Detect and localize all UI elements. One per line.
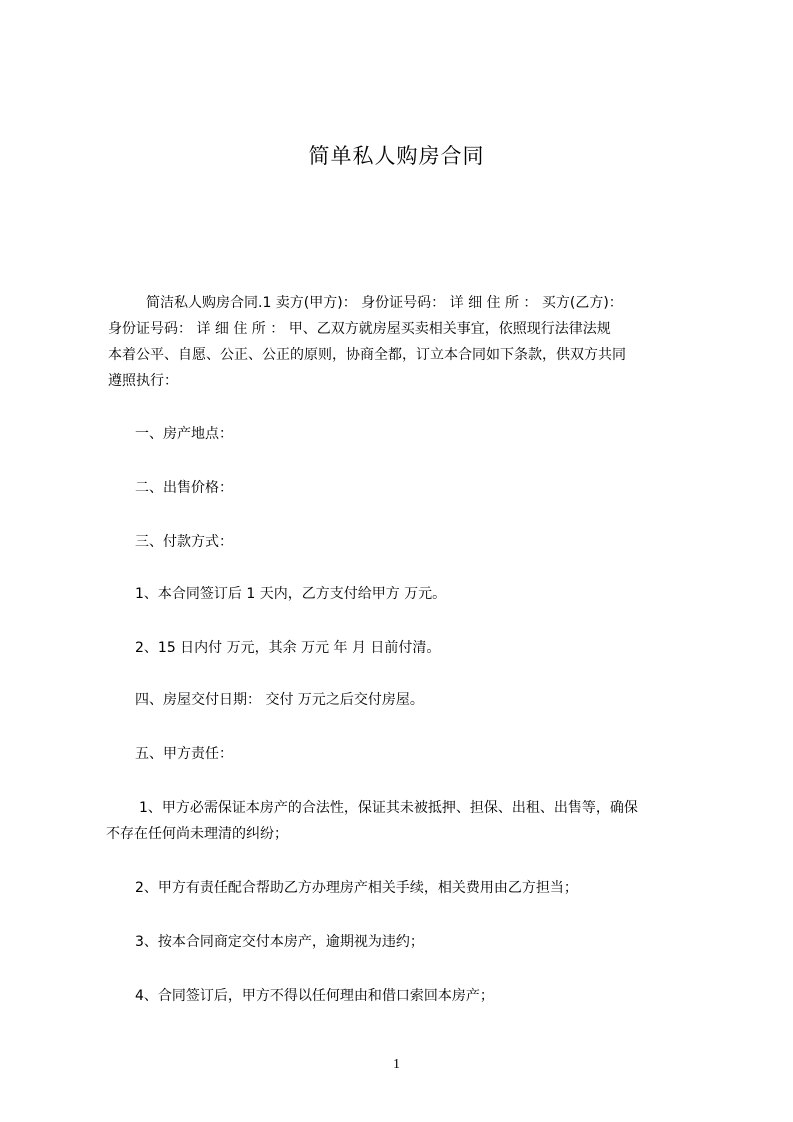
intro-paragraph (106, 290, 720, 394)
document-title: 简单私人购房合同 (308, 144, 485, 168)
section-delivery: 四、房屋交付日期： 交付 万元之后交付房屋。 (135, 692, 424, 708)
party-a-clause-2: 2、甲方有责任配合帮助乙方办理房产相关手续，相关费用由乙方担当； (135, 880, 578, 896)
page-number: 1 (393, 1057, 400, 1072)
section-location: 一、房产地点： (135, 426, 233, 442)
section-payment: 三、付款方式： (135, 534, 233, 550)
intro-line-2: 身份证号码： 详 细 住 所 ： 甲、乙双方就房屋买卖相关事宜，依照现行法律法规 (108, 321, 611, 337)
payment-clause-1: 1、本合同签订后 1 天内，乙方支付给甲方 万元。 (135, 586, 447, 602)
intro-line-4: 遵照执行： (108, 373, 178, 389)
party-a-clause-1 (106, 795, 638, 847)
party-a-clause-1-line-1: 1、甲方必需保证本房产的合法性，保证其未被抵押、担保、出租、出售等，确保 (139, 800, 638, 816)
payment-clause-2: 2、15 日内付 万元，其余 万元 年 月 日前付清。 (135, 640, 441, 656)
party-a-clause-4: 4、合同签订后，甲方不得以任何理由和借口索回本房产； (135, 988, 494, 1004)
party-a-clause-1-line-2: 不存在任何尚未理清的纠纷； (106, 826, 288, 842)
intro-line-3: 本着公平、自愿、公正、公正的原则，协商全都，订立本合同如下条款，供双方共同 (108, 347, 626, 363)
party-a-clause-3: 3、按本合同商定交付本房产，逾期视为违约； (135, 934, 424, 950)
intro-line-1: 简洁私人购房合同.1 卖方(甲方)： 身份证号码： 详 细 住 所 ： 买方(乙方)： (146, 295, 623, 311)
section-party-a: 五、甲方责任： (135, 746, 233, 762)
section-price: 二、出售价格： (135, 480, 233, 496)
